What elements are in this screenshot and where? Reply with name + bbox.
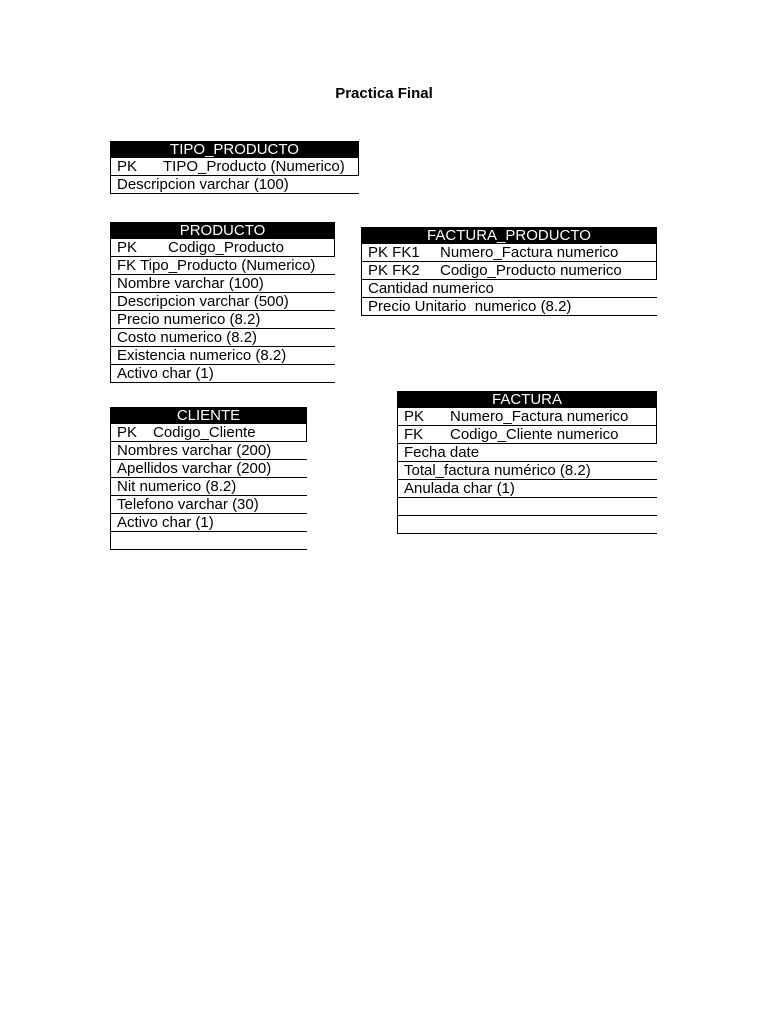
field-label: Codigo_Cliente numerico	[450, 426, 619, 443]
field-label: Telefono varchar (30)	[117, 496, 259, 513]
entity-header: FACTURA_PRODUCTO	[361, 227, 657, 244]
field-label: Descripcion varchar (500)	[117, 293, 289, 310]
entity-header: PRODUCTO	[110, 222, 335, 239]
key-label: PK	[404, 408, 425, 425]
entity-row	[397, 444, 657, 462]
entity-row	[110, 293, 335, 311]
entity-factura-producto	[361, 227, 657, 316]
field-label: FK Tipo_Producto (Numerico)	[117, 257, 316, 274]
entity-row	[110, 176, 359, 194]
entity-row	[361, 280, 657, 298]
field-label: Codigo_Cliente	[153, 424, 256, 441]
field-label: Numero_Factura numerico	[440, 244, 619, 261]
key-label: PK FK2	[368, 262, 420, 279]
field-label: TIPO_Producto (Numerico)	[163, 158, 345, 175]
entity-row	[361, 298, 657, 316]
page-title: Practica Final	[335, 85, 433, 102]
field-label: Descripcion varchar (100)	[117, 176, 289, 193]
entity-row	[361, 262, 657, 280]
empty-row	[397, 498, 657, 516]
field-label: Fecha date	[404, 444, 480, 461]
field-label: Existencia numerico (8.2)	[117, 347, 287, 364]
entity-row	[361, 244, 657, 262]
field-label: Cantidad numerico	[368, 280, 494, 297]
field-label: Codigo_Producto numerico	[440, 262, 622, 279]
field-label: Precio Unitario numerico (8.2)	[368, 298, 572, 315]
entity-producto	[110, 222, 335, 383]
key-label: PK FK1	[368, 244, 420, 261]
entity-row	[397, 480, 657, 498]
field-label: Precio numerico (8.2)	[117, 311, 261, 328]
entity-row	[110, 424, 307, 442]
entity-header: CLIENTE	[110, 407, 307, 424]
key-label: PK	[117, 424, 138, 441]
empty-row	[110, 532, 307, 550]
field-label: Numero_Factura numerico	[450, 408, 629, 425]
field-label: Activo char (1)	[117, 365, 214, 382]
entity-row	[110, 239, 335, 257]
entity-row	[110, 329, 335, 347]
entity-header: FACTURA	[397, 391, 657, 408]
entity-row	[110, 442, 307, 460]
field-label: Activo char (1)	[117, 514, 214, 531]
entity-row	[397, 426, 657, 444]
field-label: Nit numerico (8.2)	[117, 478, 237, 495]
empty-row	[397, 516, 657, 534]
entity-factura	[397, 391, 657, 534]
entity-row	[110, 460, 307, 478]
key-label: PK	[117, 239, 138, 256]
field-label: Anulada char (1)	[404, 480, 515, 497]
field-label: Costo numerico (8.2)	[117, 329, 258, 346]
field-label: Total_factura numérico (8.2)	[404, 462, 591, 479]
field-label: Nombre varchar (100)	[117, 275, 264, 292]
entity-row	[110, 311, 335, 329]
entity-row	[110, 496, 307, 514]
key-label: PK	[117, 158, 138, 175]
entity-row	[110, 158, 359, 176]
entity-row	[110, 365, 335, 383]
entity-row	[110, 514, 307, 532]
field-label: Codigo_Producto	[168, 239, 284, 256]
entity-row	[110, 275, 335, 293]
entity-tipo-producto	[110, 141, 359, 194]
entity-row	[110, 347, 335, 365]
entity-row	[397, 408, 657, 426]
key-label: FK	[404, 426, 424, 443]
entity-row	[397, 462, 657, 480]
entity-header: TIPO_PRODUCTO	[110, 141, 359, 158]
entity-row	[110, 478, 307, 496]
entity-row	[110, 257, 335, 275]
entity-cliente	[110, 407, 307, 550]
field-label: Apellidos varchar (200)	[117, 460, 272, 477]
field-label: Nombres varchar (200)	[117, 442, 272, 459]
